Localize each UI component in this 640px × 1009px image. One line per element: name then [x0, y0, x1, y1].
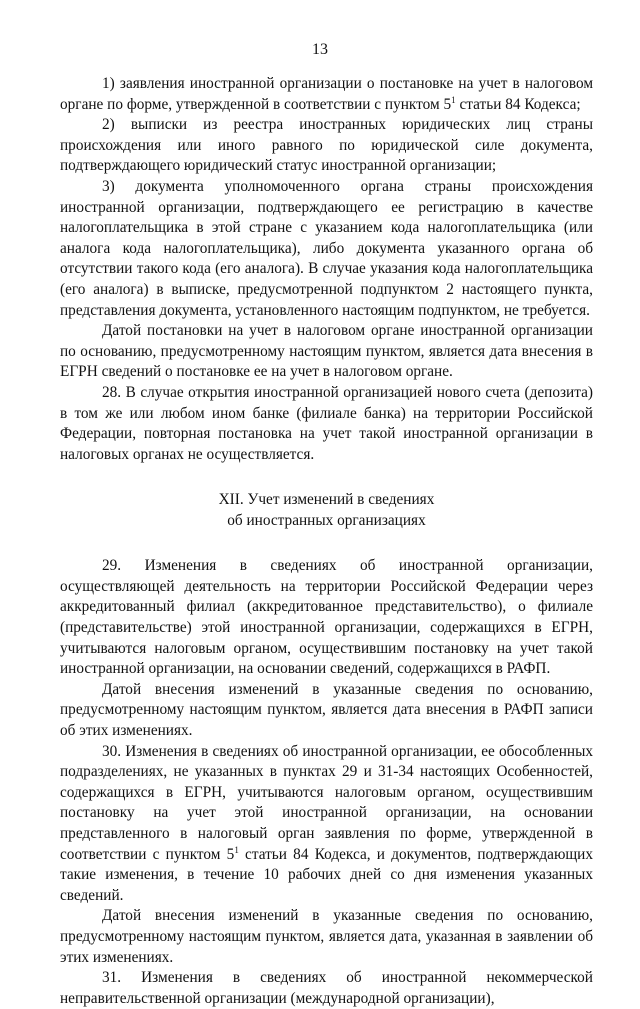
paragraph-item-3: 3) документа уполномоченного органа страны происхождения иностранной организации, подтверждающего ее регистрацию в качестве налогоплательщика в этой стране с указанием кода налогоплательщика (или аналога кода налогоплательщика), либо документа указанного органа об отсутствии такого кода (его аналога). В случае указания кода налогоплательщика (его аналога) в выписке, предусмотренной подпунктом 2 настоящего пункта, представления документа, установленного настоящим подпунктом, не требуется.	[60, 177, 593, 319]
superscript: 1	[451, 94, 456, 105]
paragraph-text: 1) заявления иностранной организации о постановке на учет в налоговом органе по форме, утвержденной в соответствии с пунктом 5	[60, 75, 593, 113]
paragraph-29: 29. Изменения в сведениях об иностранной организации, осуществляющей деятельность на территории Российской Федерации через аккредитованный филиал (аккредитованное представительство), о филиале (представительстве) этой иностранной организации, содержащихся в ЕГРН, учитываются налоговым органом, осуществившим постановку на учет такой иностранной организации, на основании сведений, содержащихся в РАФП.	[60, 557, 593, 678]
paragraph-item-1	[60, 74, 593, 115]
paragraph-31: 31. Изменения в сведениях об иностранной некоммерческой неправительственной организации (международной организации),	[60, 969, 593, 1007]
page-number: 13	[312, 41, 328, 58]
document-body	[60, 74, 593, 1009]
paragraph-item-2: 2) выписки из реестра иностранных юридических лиц страны происхождения или иного равного по юридической силе документа, подтверждающего юридический статус иностранной организации;	[60, 116, 593, 175]
paragraph-tail: статьи 84 Кодекса;	[455, 95, 581, 113]
section-heading	[60, 489, 593, 531]
paragraph-30-date: Датой внесения изменений в указанные сведения по основанию, предусмотренному настоящим пунктом, является дата, указанная в заявлении об этих изменениях.	[60, 907, 593, 966]
paragraph-28: 28. В случае открытия иностранной организацией нового счета (депозита) в том же или любом ином банке (филиале банка) на территории Российской Федерации, повторная постановка на учет такой иностранной организации в налоговых органах не осуществляется.	[60, 383, 593, 463]
section-heading-line-1: XII. Учет изменений в сведениях	[218, 491, 435, 509]
section-heading-line-2: об иностранных организациях	[227, 512, 426, 530]
paragraph-29-date: Датой внесения изменений в указанные сведения по основанию, предусмотренному настоящим пунктом, является дата внесения в РАФП записи об этих изменениях.	[60, 680, 593, 740]
paragraph-30	[60, 742, 593, 907]
paragraph-registration-date: Датой постановки на учет в налоговом органе иностранной организации по основанию, предусмотренному настоящим пунктом, является дата внесения в ЕГРН сведений о постановке ее на учет в налоговом органе.	[60, 322, 593, 381]
superscript: 1	[234, 844, 239, 855]
paragraph-text: 30. Изменения в сведениях об иностранной организации, ее обособленных подразделениях, не указанных в пунктах 29 и 31-34 настоящих Особенностей, содержащихся в ЕГРН, учитываются налоговым органом, осуществившим постановку на учет этой иностранной организации, на основании представленного в налоговый орган заявления по форме, утвержденной в соответствии с пунктом 5	[60, 742, 593, 863]
paragraph-tail: статьи 84 Кодекса, и документов, подтверждающих такие изменения, в течение 10 рабочих дней со дня изменения указанных сведений.	[60, 845, 593, 904]
